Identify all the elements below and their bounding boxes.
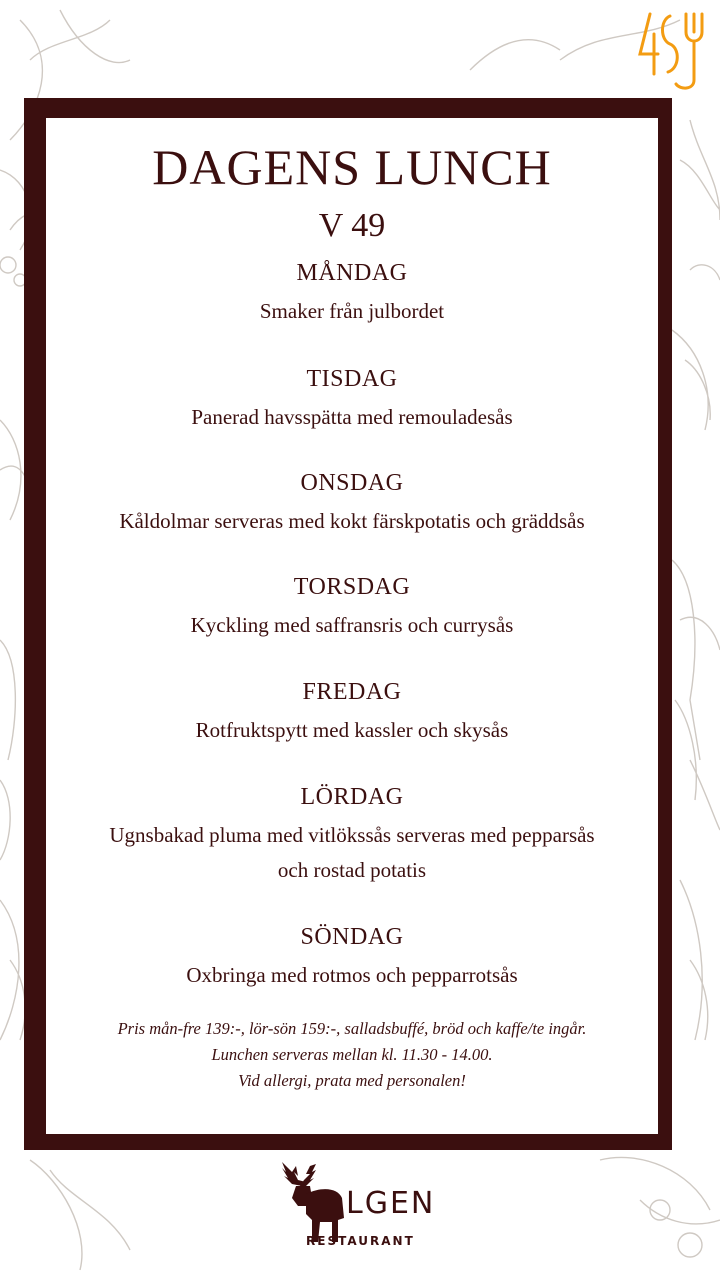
day-monday (46, 258, 658, 329)
day-wednesday (46, 468, 658, 539)
day-dish: Smaker från julbordet (259, 299, 445, 323)
day-name: TISDAG (306, 366, 398, 392)
week-number: V 49 (318, 207, 386, 244)
day-dish: Kyckling med saffransris och currysås (190, 613, 514, 637)
day-name: SÖNDAG (300, 924, 404, 950)
day-name: LÖRDAG (300, 784, 404, 810)
day-name: ONSDAG (300, 470, 404, 496)
day-thursday (46, 572, 658, 643)
day-dish-continued: och rostad potatis (277, 858, 427, 882)
day-dish: Panerad havsspätta med remouladesås (191, 405, 513, 429)
menu-title: DAGENS LUNCH (152, 139, 552, 195)
logo-wordmark: LGEN (346, 1186, 436, 1221)
day-dish: Rotfruktspytt med kassler och skysås (195, 718, 509, 742)
day-name: FREDAG (302, 679, 402, 705)
allergy-note: Vid allergi, prata med personalen! (238, 1071, 466, 1090)
day-dish: Oxbringa med rotmos och pepparrotsås (186, 963, 518, 987)
day-name: MÅNDAG (296, 260, 408, 286)
serving-hours-note: Lunchen serveras mellan kl. 11.30 - 14.00. (211, 1045, 493, 1064)
fork-logo-icon (636, 10, 704, 94)
day-tuesday (46, 364, 658, 435)
day-name: TORSDAG (293, 574, 411, 600)
day-saturday (46, 782, 658, 888)
day-sunday (46, 922, 658, 993)
menu-footer-notes (46, 1016, 658, 1094)
price-note: Pris mån-fre 139:-, lör-sön 159:-, salladsbuffé, bröd och kaffe/te ingår. (117, 1019, 587, 1038)
day-friday (46, 677, 658, 748)
logo-subtitle: RESTAURANT (306, 1234, 415, 1248)
day-dish: Ugnsbakad pluma med vitlökssås serveras med pepparsås (109, 823, 595, 847)
day-dish: Kåldolmar serveras med kokt färskpotatis och gräddsås (119, 509, 585, 533)
